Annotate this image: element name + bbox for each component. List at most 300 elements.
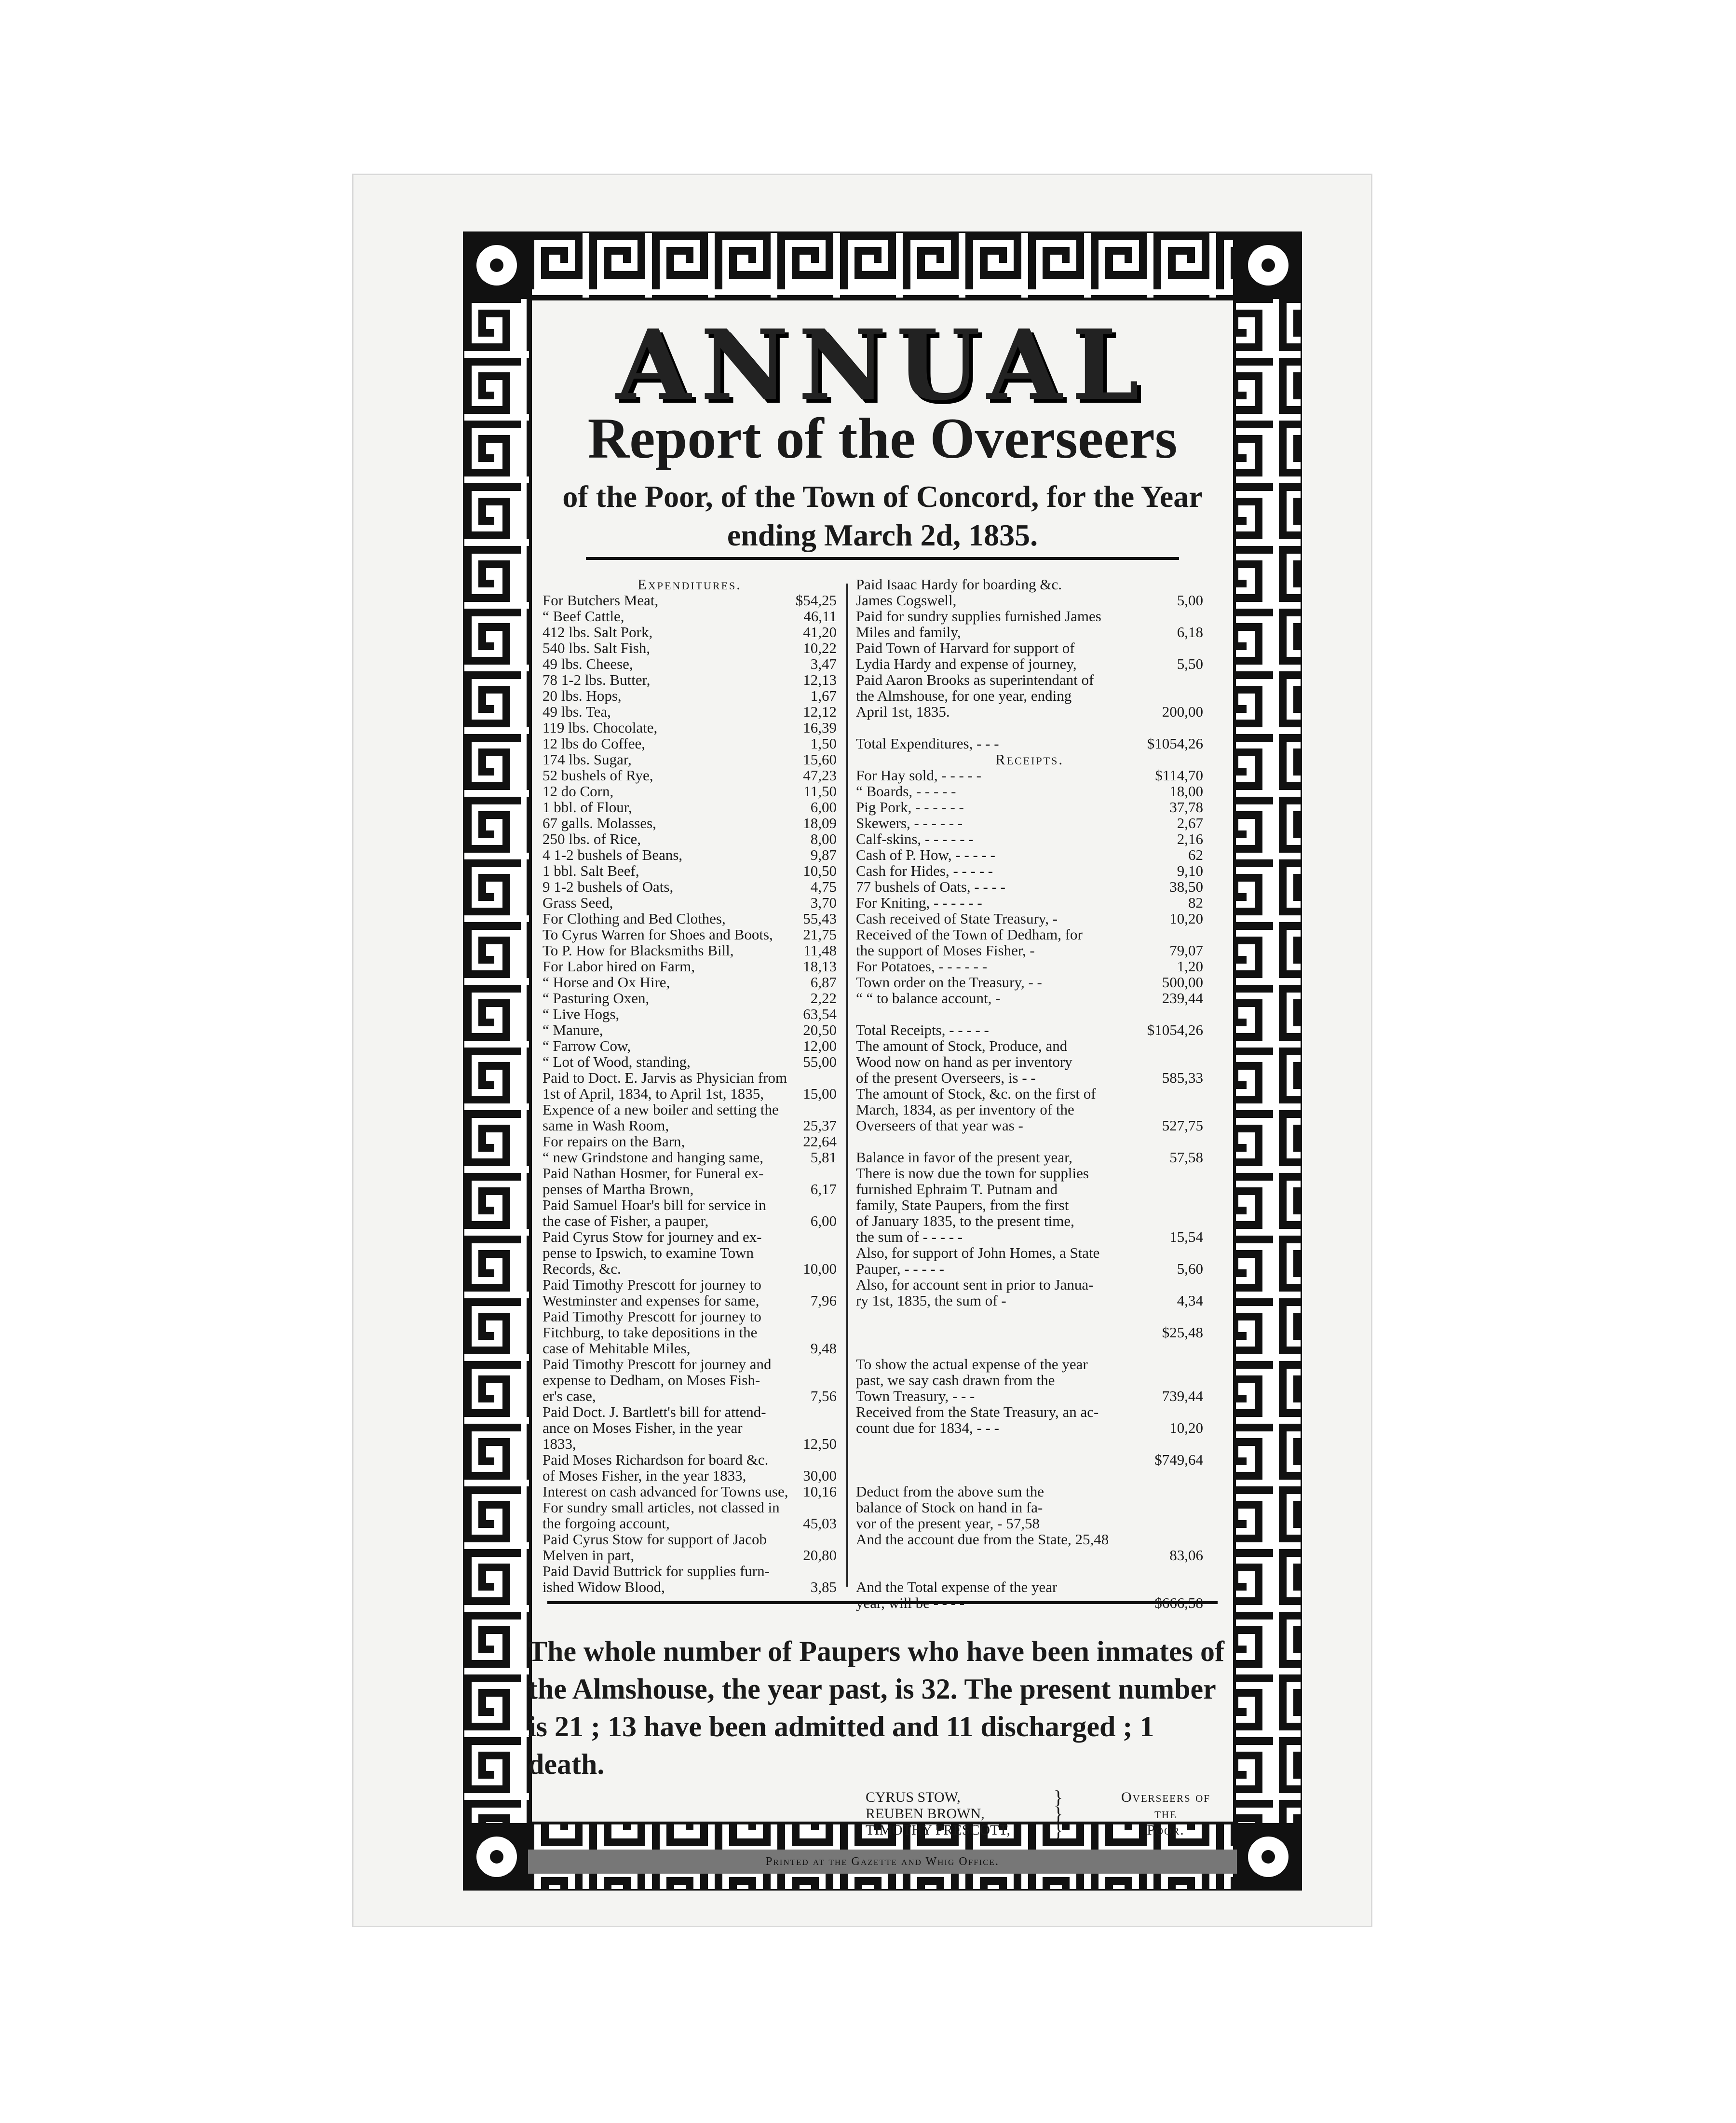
ledger-amount: 47,23 xyxy=(803,767,837,784)
ledger-row xyxy=(542,1181,837,1197)
expenditures-header: Expenditures. xyxy=(637,576,742,593)
ledger-amount: 585,33 xyxy=(1162,1069,1203,1086)
ledger-item: the case of Fisher, a pauper, xyxy=(542,1212,709,1229)
ledger-amount: $749,64 xyxy=(1154,1451,1203,1468)
printer-imprint: Printed at the Gazette and Whig Office. xyxy=(528,1850,1237,1874)
ledger-item: vor of the present year, - 57,58 xyxy=(856,1515,1040,1532)
ledger-amount: $25,48 xyxy=(1162,1324,1203,1341)
ledger-item: 1 bbl. Salt Beef, xyxy=(542,862,639,879)
column-divider xyxy=(846,584,848,1587)
ledger-item: For Hay sold, - - - - - xyxy=(856,767,982,784)
ledger-item: “ Beef Cattle, xyxy=(542,608,624,625)
ledger-row xyxy=(542,1468,837,1483)
ledger-row xyxy=(542,1420,837,1436)
ledger-item: Paid Timothy Prescott for journey to xyxy=(542,1308,761,1325)
ledger-row xyxy=(856,895,1203,911)
ledger-row xyxy=(542,863,837,879)
ledger-row xyxy=(542,1436,837,1452)
ledger-item: 67 galls. Molasses, xyxy=(542,815,656,831)
ledger-item: of Moses Fisher, in the year 1833, xyxy=(542,1467,746,1484)
stock-summary-list xyxy=(856,1038,1203,1611)
ledger-item: Paid for sundry supplies furnished James xyxy=(856,608,1101,625)
ledger-row xyxy=(856,592,1203,608)
ledger-row xyxy=(856,1133,1203,1149)
ledger-item: Overseers of that year was - xyxy=(856,1117,1023,1134)
ledger-row xyxy=(542,1356,837,1372)
ledger-row xyxy=(542,799,837,815)
ledger-row xyxy=(542,815,837,831)
ledger-row xyxy=(856,1531,1203,1547)
ledger-item: 1833, xyxy=(542,1435,576,1452)
ledger-amount: 30,00 xyxy=(803,1467,837,1484)
ledger-item: Westminster and expenses for same, xyxy=(542,1292,760,1309)
ledger-row xyxy=(856,990,1203,1006)
ledger-amount: 20,50 xyxy=(803,1021,837,1038)
ledger-item: 4 1-2 bushels of Beans, xyxy=(542,846,683,863)
ledger-item: 12 do Corn, xyxy=(542,783,614,800)
ledger-amount: 41,20 xyxy=(803,624,837,640)
ledger-row xyxy=(542,1006,837,1022)
ledger-row xyxy=(856,1102,1203,1117)
ledger-row xyxy=(856,1022,1203,1038)
ledger-item: ance on Moses Fisher, in the year xyxy=(542,1419,743,1436)
ledger-amount: 18,13 xyxy=(803,958,837,975)
ledger-item: penses of Martha Brown, xyxy=(542,1181,694,1198)
ledger-item: Paid David Buttrick for supplies furn- xyxy=(542,1563,770,1579)
ledger-item: Cash of P. How, - - - - - xyxy=(856,846,996,863)
ledger-amount: 21,75 xyxy=(803,926,837,943)
ledger-row xyxy=(856,863,1203,879)
ledger-item: 412 lbs. Salt Pork, xyxy=(542,624,653,640)
signers xyxy=(866,1789,1010,1838)
ledger-row xyxy=(542,1038,837,1054)
ledger-item: “ Live Hogs, xyxy=(542,1006,620,1022)
ledger-item: past, we say cash drawn from the xyxy=(856,1372,1055,1388)
ledger-item: same in Wash Room, xyxy=(542,1117,669,1134)
ledger-item: For repairs on the Barn, xyxy=(542,1133,685,1150)
ledger-row xyxy=(542,656,837,672)
ledger-row xyxy=(542,1499,837,1515)
ledger-item: Calf-skins, - - - - - - xyxy=(856,830,974,847)
ledger-row xyxy=(856,1054,1203,1070)
signer-name: TIMOTHY PRESCOTT, xyxy=(866,1822,1010,1838)
ledger-item: “ Lot of Wood, standing, xyxy=(542,1053,691,1070)
ledger-item: Paid Timothy Prescott for journey and xyxy=(542,1356,772,1373)
ledger-row xyxy=(856,1452,1203,1468)
ledger-amount: 9,48 xyxy=(810,1340,837,1357)
ledger-row xyxy=(542,640,837,656)
ledger-amount: 57,58 xyxy=(1169,1149,1203,1166)
ledger-item: Interest on cash advanced for Towns use, xyxy=(542,1483,788,1500)
ledger-amount: 9,87 xyxy=(810,846,837,863)
ledger-row xyxy=(542,1324,837,1340)
ledger-item: Paid Cyrus Stow for journey and ex- xyxy=(542,1228,762,1245)
ledger-amount: 2,22 xyxy=(810,990,837,1007)
ledger-item: of January 1835, to the present time, xyxy=(856,1212,1074,1229)
ledger-row xyxy=(542,1245,837,1261)
ledger-item: Paid to Doct. E. Jarvis as Physician from xyxy=(542,1069,787,1086)
paupers-summary: The whole number of Paupers who have been inmates of the Almshouse, the year past, is 32. The present number is 21 ; 13 have been admitted and 11 discharged ; 1 death. xyxy=(528,1635,1224,1780)
ledger-item: Records, &c. xyxy=(542,1260,621,1277)
ledger-amount: 5,50 xyxy=(1177,655,1203,672)
ledger-row xyxy=(856,720,1203,735)
ledger-item: Town order on the Treasury, - - xyxy=(856,974,1042,991)
ledger-item: “ Farrow Cow, xyxy=(542,1037,631,1054)
ledger-item: the forgoing account, xyxy=(542,1515,670,1532)
ledger-item: 52 bushels of Rye, xyxy=(542,767,653,784)
ledger-amount: 63,54 xyxy=(803,1006,837,1022)
ledger-item: Cash received of State Treasury, - xyxy=(856,910,1058,927)
ledger-row xyxy=(542,720,837,735)
receipts-header: Receipts. xyxy=(995,751,1064,768)
ledger-item: 77 bushels of Oats, - - - - xyxy=(856,878,1005,895)
title-report: Report of the Overseers xyxy=(587,406,1178,470)
ledger-row xyxy=(856,1086,1203,1102)
ledger-amount: 1,50 xyxy=(810,735,837,752)
report-content xyxy=(528,299,1237,1868)
ledger-amount: 46,11 xyxy=(803,608,837,625)
ledger-row xyxy=(542,1293,837,1308)
ledger-amount: 45,03 xyxy=(803,1515,837,1532)
ledger-item: Pauper, - - - - - xyxy=(856,1260,944,1277)
ledger-row xyxy=(856,1197,1203,1213)
ledger-amount: 6,00 xyxy=(810,799,837,816)
ledger-item: Miles and family, xyxy=(856,624,961,640)
ledger-row xyxy=(856,1070,1203,1086)
ledger-item: Balance in favor of the present year, xyxy=(856,1149,1072,1166)
ledger-amount: 3,70 xyxy=(810,894,837,911)
ledger-item: case of Mehitable Miles, xyxy=(542,1340,691,1357)
ledger-item: Deduct from the above sum the xyxy=(856,1483,1044,1500)
ledger-amount: 10,16 xyxy=(803,1483,837,1500)
ledger-item: The amount of Stock, Produce, and xyxy=(856,1037,1068,1054)
ledger-item: Melven in part, xyxy=(542,1547,635,1564)
ledger-amount: $114,70 xyxy=(1155,767,1203,784)
ledger-item: “ Boards, - - - - - xyxy=(856,783,956,800)
ledger-row xyxy=(542,751,837,767)
ledger-row xyxy=(542,624,837,640)
ledger-item: James Cogswell, xyxy=(856,592,957,609)
ledger-item: of the present Overseers, is - - xyxy=(856,1069,1036,1086)
ledger-item: 78 1-2 lbs. Butter, xyxy=(542,671,651,688)
ledger-row xyxy=(856,1404,1203,1420)
ledger-row xyxy=(856,1308,1203,1324)
ledger-row xyxy=(856,879,1203,895)
ledger-amount: $1054,26 xyxy=(1147,1021,1203,1038)
ledger-row xyxy=(542,1483,837,1499)
ledger-row xyxy=(542,1261,837,1277)
ledger-row xyxy=(542,1086,837,1102)
ledger-row xyxy=(856,1038,1203,1054)
ledger-amount: 18,00 xyxy=(1169,783,1203,800)
ledger-item: 49 lbs. Cheese, xyxy=(542,655,633,672)
ledger-row xyxy=(856,1547,1203,1563)
ledger-item: 12 lbs do Coffee, xyxy=(542,735,645,752)
ledger-amount: 4,34 xyxy=(1177,1292,1203,1309)
ledger-row xyxy=(542,1404,837,1420)
ledger-row xyxy=(856,1579,1203,1595)
ledger-amount: 6,17 xyxy=(810,1181,837,1198)
ledger-row xyxy=(856,1229,1203,1245)
ledger-item: Paid Town of Harvard for support of xyxy=(856,640,1075,656)
ledger-amount: 527,75 xyxy=(1162,1117,1203,1134)
ledger-row xyxy=(542,1340,837,1356)
ledger-row xyxy=(856,1261,1203,1277)
signer-brace: } } } xyxy=(1054,1786,1063,1841)
ledger-item: And the Total expense of the year xyxy=(856,1579,1058,1595)
ledger-item: Received from the State Treasury, an ac- xyxy=(856,1403,1099,1420)
ledger-amount: 10,20 xyxy=(1169,910,1203,927)
ledger-row xyxy=(542,1547,837,1563)
ledger-item: Also, for account sent in prior to Janua- xyxy=(856,1276,1094,1293)
ledger-row xyxy=(856,942,1203,958)
ledger-amount: 12,00 xyxy=(803,1037,837,1054)
ledger-amount: 20,80 xyxy=(803,1547,837,1564)
ledger-row xyxy=(542,735,837,751)
ledger-amount: 2,67 xyxy=(1177,815,1203,831)
ledger-row xyxy=(542,1213,837,1229)
ledger-item: 540 lbs. Salt Fish, xyxy=(542,640,651,656)
ledger-amount: 2,16 xyxy=(1177,830,1203,847)
ledger-row xyxy=(856,576,1203,592)
ledger-item: the sum of - - - - - xyxy=(856,1228,963,1245)
ledger-row xyxy=(542,942,837,958)
ledger-row xyxy=(856,1483,1203,1499)
signer-title-line: Overseers of xyxy=(1121,1789,1211,1805)
ledger-item: 49 lbs. Tea, xyxy=(542,703,611,720)
ledger-row xyxy=(856,1165,1203,1181)
ledger-row xyxy=(856,815,1203,831)
ledger-amount: 200,00 xyxy=(1162,703,1203,720)
ledger-amount: 16,39 xyxy=(803,719,837,736)
ledger-item: For Butchers Meat, xyxy=(542,592,659,609)
expenditures-list xyxy=(542,592,837,1595)
ledger-row xyxy=(542,783,837,799)
ledger-row xyxy=(856,1245,1203,1261)
ledger-amount: 82 xyxy=(1188,894,1203,911)
ledger-item: Expence of a new boiler and setting the xyxy=(542,1101,779,1118)
ledger-amount: 6,18 xyxy=(1177,624,1203,640)
ledger-item: Paid Nathan Hosmer, for Funeral ex- xyxy=(542,1165,764,1182)
ledger-row xyxy=(856,1181,1203,1197)
ledger-amount: 37,78 xyxy=(1169,799,1203,816)
ledger-row xyxy=(542,911,837,926)
ledger-row xyxy=(542,1117,837,1133)
signer-name: REUBEN BROWN, xyxy=(866,1806,985,1822)
ledger-item: Wood now on hand as per inventory xyxy=(856,1053,1072,1070)
title-detail: of the Poor, of the Town of Concord, for the Year ending March 2d, 1835. xyxy=(562,479,1203,552)
ledger-amount: 1,67 xyxy=(810,687,837,704)
ledger-item: 250 lbs. of Rice, xyxy=(542,830,641,847)
ledger-row xyxy=(542,1515,837,1531)
ledger-amount: 18,09 xyxy=(803,815,837,831)
ledger-amount: 12,13 xyxy=(803,671,837,688)
ledger-amount: 10,22 xyxy=(803,640,837,656)
ledger-item: To P. How for Blacksmiths Bill, xyxy=(542,942,734,959)
ledger-item: Skewers, - - - - - - xyxy=(856,815,963,831)
ledger-item: And the account due from the State, 25,48 xyxy=(856,1531,1109,1548)
ledger-item: Paid Timothy Prescott for journey to xyxy=(542,1276,761,1293)
ledger-item: April 1st, 1835. xyxy=(856,703,950,720)
ledger-amount: 12,50 xyxy=(803,1435,837,1452)
ledger-row xyxy=(542,1531,837,1547)
ledger-row xyxy=(856,1213,1203,1229)
ledger-row xyxy=(856,1277,1203,1293)
ledger-item: ry 1st, 1835, the sum of - xyxy=(856,1292,1006,1309)
ledger-row xyxy=(542,672,837,688)
ledger-item: furnished Ephraim T. Putnam and xyxy=(856,1181,1058,1198)
ledger-row xyxy=(856,1388,1203,1404)
signer-title-line: Poor. xyxy=(1147,1822,1185,1838)
ledger-row xyxy=(856,1436,1203,1452)
ledger-row xyxy=(542,1197,837,1213)
ledger-amount: 55,00 xyxy=(803,1053,837,1070)
ledger-row xyxy=(542,1579,837,1595)
ledger-item: 1 bbl. of Flour, xyxy=(542,799,632,816)
ledger-item: Paid Moses Richardson for board &c. xyxy=(542,1451,769,1468)
ledger-item: “ Horse and Ox Hire, xyxy=(542,974,670,991)
ledger-row xyxy=(856,1372,1203,1388)
ledger-item: For Kniting, - - - - - - xyxy=(856,894,982,911)
ledger-item: To Cyrus Warren for Shoes and Boots, xyxy=(542,926,773,943)
ledger-item: er's case, xyxy=(542,1388,596,1404)
ledger-row xyxy=(542,990,837,1006)
ledger-row xyxy=(542,1452,837,1468)
ledger-row xyxy=(542,1070,837,1086)
ledger-row xyxy=(542,688,837,704)
ledger-item: For sundry small articles, not classed in xyxy=(542,1499,780,1516)
ledger-item: The amount of Stock, &c. on the first of xyxy=(856,1085,1096,1102)
ledger-row xyxy=(542,1563,837,1579)
ledger-item: 20 lbs. Hops, xyxy=(542,687,622,704)
ledger-amount: 6,00 xyxy=(810,1212,837,1229)
ledger-item: March, 1834, as per inventory of the xyxy=(856,1101,1074,1118)
ledger-row xyxy=(542,1022,837,1038)
ledger-amount: 11,50 xyxy=(803,783,837,800)
ledger-row xyxy=(542,1372,837,1388)
ledger-row xyxy=(856,926,1203,942)
ledger-row xyxy=(542,608,837,624)
ledger-row xyxy=(856,799,1203,815)
ledger-item: Total Expenditures, - - - xyxy=(856,735,999,752)
ledger-row xyxy=(856,1563,1203,1579)
ledger-amount: 7,96 xyxy=(810,1292,837,1309)
ledger-amount: 239,44 xyxy=(1162,990,1203,1007)
ledger-row xyxy=(856,831,1203,847)
ledger-row xyxy=(856,624,1203,640)
ledger-row xyxy=(856,704,1203,720)
signer-title-line: the xyxy=(1154,1806,1177,1822)
ledger-row xyxy=(856,911,1203,926)
ledger-item: family, State Paupers, from the first xyxy=(856,1197,1069,1213)
ledger-amount: 5,60 xyxy=(1177,1260,1203,1277)
ledger-row xyxy=(856,1515,1203,1531)
ledger-item: 1st of April, 1834, to April 1st, 1835, xyxy=(542,1085,764,1102)
title-annual: ANNUAL xyxy=(616,309,1149,422)
ledger-row xyxy=(856,1324,1203,1340)
ledger-item: Cash for Hides, - - - - - xyxy=(856,862,993,879)
ledger-row xyxy=(542,1133,837,1149)
ledger-item: 9 1-2 bushels of Oats, xyxy=(542,878,674,895)
ledger-row xyxy=(542,1308,837,1324)
ledger-row xyxy=(542,974,837,990)
ledger-amount: 5,00 xyxy=(1177,592,1203,609)
ledger-row xyxy=(856,1468,1203,1483)
ledger-row xyxy=(542,1277,837,1293)
ledger-amount: 6,87 xyxy=(810,974,837,991)
ledger-amount: 739,44 xyxy=(1162,1388,1203,1404)
ledger-row xyxy=(856,608,1203,624)
ledger-row xyxy=(542,1229,837,1245)
receipts-list xyxy=(856,767,1203,1038)
ledger-item: 119 lbs. Chocolate, xyxy=(542,719,658,736)
ledger-row xyxy=(856,767,1203,783)
ledger-row xyxy=(856,1356,1203,1372)
ledger-item: For Clothing and Bed Clothes, xyxy=(542,910,726,927)
ledger-item: Paid Aaron Brooks as superintendant of xyxy=(856,671,1094,688)
ledger-amount: 10,50 xyxy=(803,862,837,879)
ledger-item: balance of Stock on hand in fa- xyxy=(856,1499,1043,1516)
signer-title xyxy=(1121,1789,1210,1838)
ledger-row xyxy=(856,1499,1203,1515)
ledger-item: “ new Grindstone and hanging same, xyxy=(542,1149,763,1166)
ledger-amount: 5,81 xyxy=(810,1149,837,1166)
ledger-row xyxy=(856,1006,1203,1022)
expenditures-column xyxy=(542,576,837,1595)
ledger-row xyxy=(542,831,837,847)
ledger-row xyxy=(856,783,1203,799)
ledger-amount: 500,00 xyxy=(1162,974,1203,991)
ledger-item: Lydia Hardy and expense of journey, xyxy=(856,655,1077,672)
ledger-row xyxy=(542,847,837,863)
ledger-amount: 55,43 xyxy=(803,910,837,927)
ledger-item: Paid Doct. J. Bartlett's bill for attend- xyxy=(542,1403,766,1420)
ledger-amount: 25,37 xyxy=(803,1117,837,1134)
ledger-row xyxy=(542,1388,837,1404)
ledger-amount: 10,20 xyxy=(1169,1419,1203,1436)
ledger-row xyxy=(856,1293,1203,1308)
ledger-row xyxy=(856,974,1203,990)
ledger-item: Town Treasury, - - - xyxy=(856,1388,975,1404)
ledger-item: For Potatoes, - - - - - - xyxy=(856,958,988,975)
ledger-amount: 1,20 xyxy=(1177,958,1203,975)
ledger-amount: 79,07 xyxy=(1169,942,1203,959)
ledger-amount: 38,50 xyxy=(1169,878,1203,895)
footer-rule xyxy=(547,1601,1218,1604)
ledger-row xyxy=(856,958,1203,974)
ledger-item: Paid Isaac Hardy for boarding &c. xyxy=(856,576,1062,593)
ledger-row xyxy=(856,1420,1203,1436)
ledger-row xyxy=(856,688,1203,704)
ledger-row xyxy=(542,895,837,911)
ledger-amount: $1054,26 xyxy=(1147,735,1203,752)
ledger-item: the Almshouse, for one year, ending xyxy=(856,687,1072,704)
ledger-item: Fitchburg, to take depositions in the xyxy=(542,1324,758,1341)
ledger-row xyxy=(542,1054,837,1070)
right-column xyxy=(856,576,1203,1611)
ledger-item: ished Widow Blood, xyxy=(542,1579,665,1595)
ledger-item: expense to Dedham, on Moses Fish- xyxy=(542,1372,760,1388)
ledger-item: Pig Pork, - - - - - - xyxy=(856,799,964,816)
ledger-amount: 12,12 xyxy=(803,703,837,720)
ledger-row xyxy=(856,672,1203,688)
ledger-row xyxy=(542,1165,837,1181)
ledger-item: the support of Moses Fisher, - xyxy=(856,942,1035,959)
ledger-row xyxy=(542,592,837,608)
signer-name: CYRUS STOW, xyxy=(866,1789,961,1805)
ledger-item: To show the actual expense of the year xyxy=(856,1356,1088,1373)
ledger-row xyxy=(856,1149,1203,1165)
